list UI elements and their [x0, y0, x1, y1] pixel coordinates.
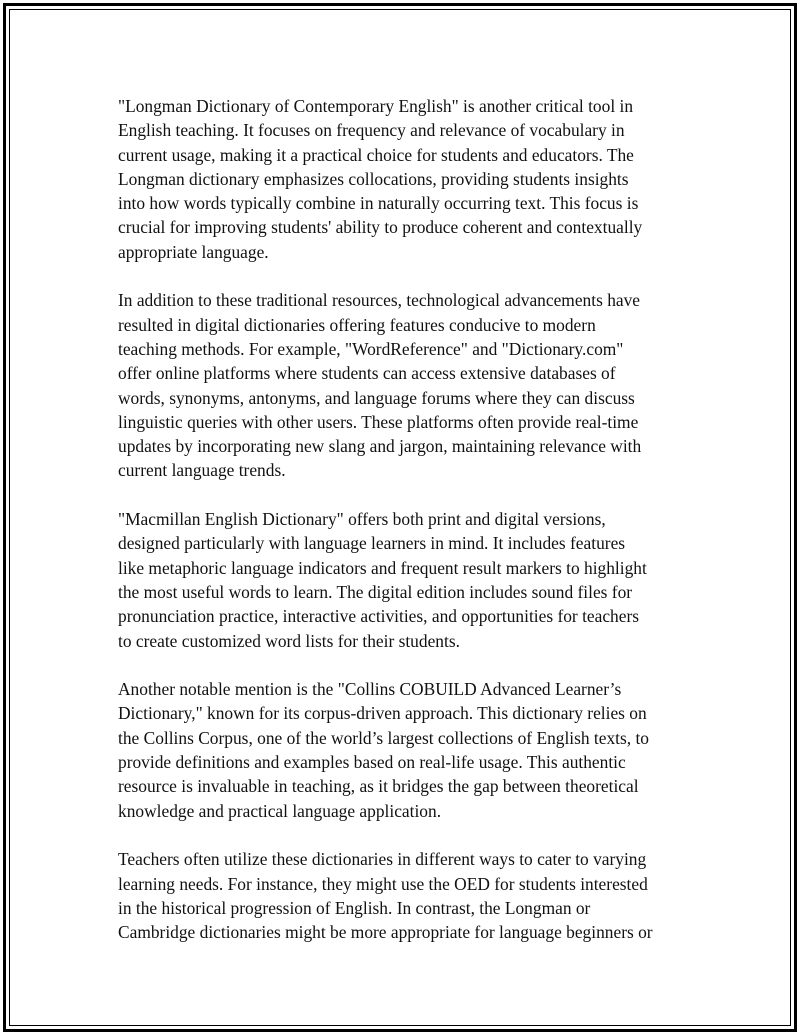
paragraph-collins: [118, 677, 690, 823]
text-line: Another notable mention is the "Collins COBUILD Advanced Learner’s: [118, 679, 622, 700]
text-line: like metaphoric language indicators and frequent result markers to highlight: [118, 557, 647, 578]
text-line: appropriate language.: [118, 241, 269, 262]
document-body: [118, 94, 690, 969]
text-line: words, synonyms, antonyms, and language forums where they can discuss: [118, 387, 635, 408]
paragraph-macmillan: [118, 507, 690, 653]
page-frame: [3, 3, 797, 1032]
text-line: the Collins Corpus, one of the world’s largest collections of English texts, to: [118, 727, 649, 748]
text-line: designed particularly with language learners in mind. It includes features: [118, 533, 626, 554]
text-line: English teaching. It focuses on frequency and relevance of vocabulary in: [118, 120, 625, 141]
text-line: to create customized word lists for their students.: [118, 630, 460, 651]
text-line: updates by incorporating new slang and jargon, maintaining relevance with: [118, 436, 642, 457]
paragraph-longman: [118, 94, 690, 264]
text-line: "Macmillan English Dictionary" offers both print and digital versions,: [118, 509, 606, 530]
text-line: current language trends.: [118, 460, 286, 481]
text-line: resulted in digital dictionaries offering features conducive to modern: [118, 314, 596, 335]
text-line: teaching methods. For example, "WordReference" and "Dictionary.com": [118, 338, 624, 359]
text-line: current usage, making it a practical choice for students and educators. The: [118, 144, 634, 165]
text-line: crucial for improving students' ability to produce coherent and contextually: [118, 217, 643, 238]
text-line: in the historical progression of English. In contrast, the Longman or: [118, 897, 591, 918]
text-line: In addition to these traditional resources, technological advancements have: [118, 290, 641, 311]
text-line: "Longman Dictionary of Contemporary English" is another critical tool in: [118, 96, 634, 116]
text-line: linguistic queries with other users. These platforms often provide real-time: [118, 411, 639, 432]
text-line: into how words typically combine in naturally occurring text. This focus is: [118, 193, 639, 214]
text-line: Dictionary," known for its corpus-driven approach. This dictionary relies on: [118, 703, 647, 724]
text-line: offer online platforms where students can access extensive databases of: [118, 363, 616, 384]
text-line: learning needs. For instance, they might use the OED for students interested: [118, 873, 648, 894]
text-line: Teachers often utilize these dictionaries in different ways to cater to varying: [118, 849, 647, 870]
text-line: resource is invaluable in teaching, as it bridges the gap between theoretical: [118, 776, 639, 797]
text-line: pronunciation practice, interactive activities, and opportunities for teachers: [118, 606, 640, 627]
paragraph-digital-dictionaries: [118, 288, 690, 482]
text-line: Longman dictionary emphasizes collocations, providing students insights: [118, 168, 629, 189]
text-line: Cambridge dictionaries might be more appropriate for language beginners or: [118, 922, 653, 943]
paragraph-teachers: [118, 847, 690, 944]
text-line: the most useful words to learn. The digital edition includes sound files for: [118, 581, 633, 602]
text-line: knowledge and practical language application.: [118, 800, 442, 821]
text-line: provide definitions and examples based on real-life usage. This authentic: [118, 752, 626, 773]
